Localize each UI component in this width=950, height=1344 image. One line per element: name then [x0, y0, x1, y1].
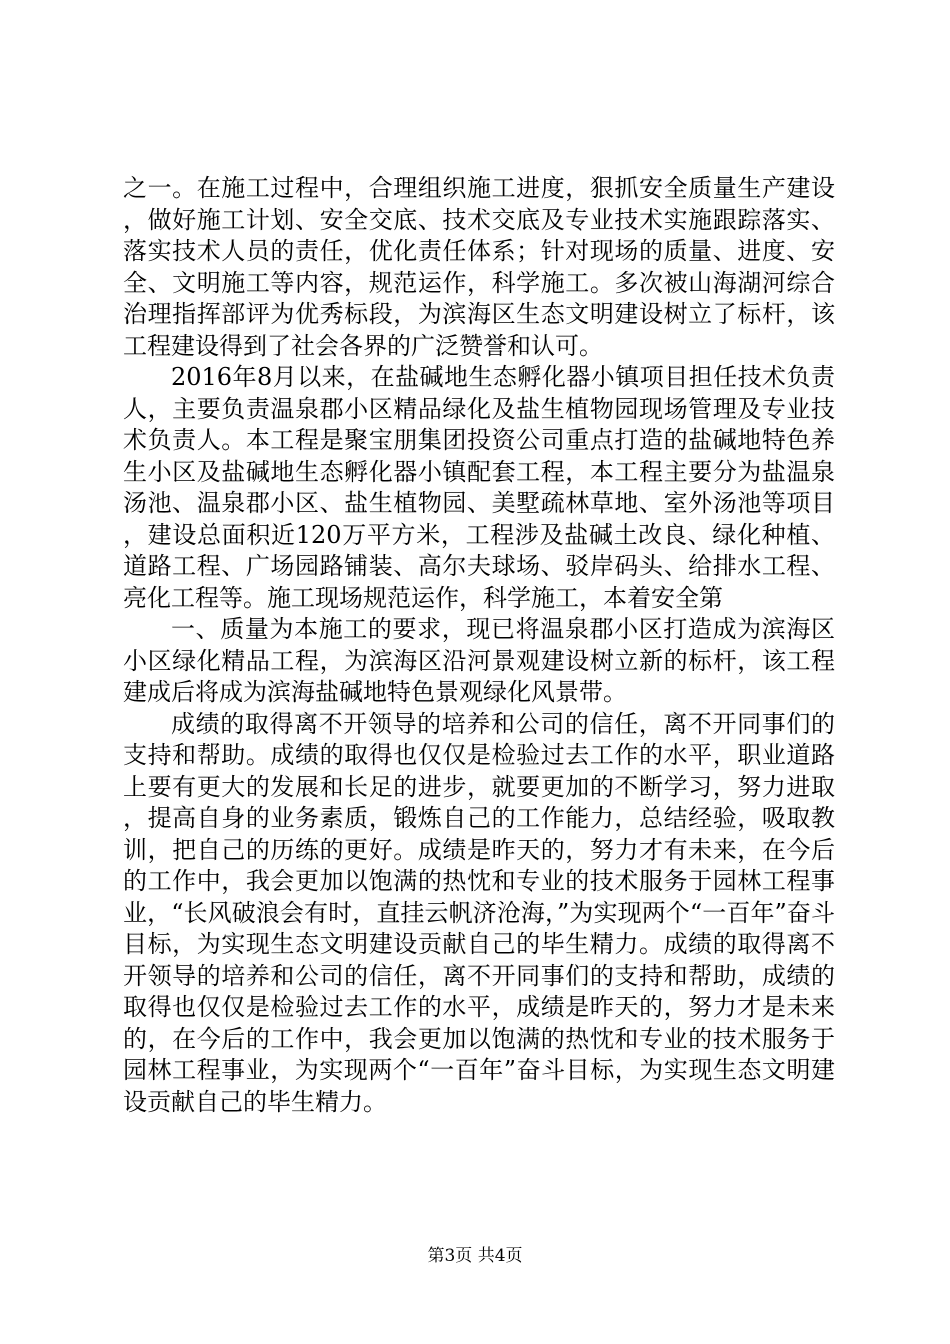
paragraph-continuation: 之一。在施工过程中，合理组织施工进度，狠抓安全质量生产建设，做好施工计划、安全交底、技术交底及专业技术实施跟踪落实、落实技术人员的责任，优化责任体系；针对现场的质量、进度、安全、文明施工等内容，规范运作，科学施工。多次被山海湖河综合治理指挥部评为优秀标段，为滨海区生态文明建设树立了标杆，该工程建设得到了社会各界的广泛赞誉和认可。	[123, 174, 835, 360]
paragraph-quality: 一、质量为本施工的要求，现已将温泉郡小区打造成为滨海区小区绿化精品工程，为滨海区沿河景观建设树立新的标杆，该工程建成后将成为滨海盐碱地特色景观绿化风景带。	[123, 615, 835, 706]
paragraph-achievements: 成绩的取得离不开领导的培养和公司的信任，离不开同事们的支持和帮助。成绩的取得也仅仅是检验过去工作的水平，职业道路上要有更大的发展和长足的进步，就要更加的不断学习，努力进取，提高自身的业务素质，锻炼自己的工作能力，总结经验，吸取教训，把自己的历练的更好。成绩是昨天的，努力才有未来，在今后的工作中，我会更加以饱满的热忱和专业的技术服务于园林工程事业，“长风破浪会有时，直挂云帆济沧海，”为实现两个“一百年”奋斗目标，为实现生态文明建设贡献自己的毕生精力。成绩的取得离不开领导的培养和公司的信任，离不开同事们的支持和帮助，成绩的取得也仅仅是检验过去工作的水平，成绩是昨天的，努力才是未来的，在今后的工作中，我会更加以饱满的热忱和专业的技术服务于园林工程事业，为实现两个“一百年”奋斗目标，为实现生态文明建设贡献自己的毕生精力。	[123, 709, 835, 1116]
document-body	[123, 173, 835, 1118]
paragraph-project-2016: 2016年8月以来，在盐碱地生态孵化器小镇项目担任技术负责人，主要负责温泉郡小区精品绿化及盐生植物园现场管理及专业技术负责人。本工程是聚宝朋集团投资公司重点打造的盐碱地特色养生小区及盐碱地生态孵化器小镇配套工程，本工程主要分为盐温泉汤池、温泉郡小区、盐生植物园、美墅疏林草地、室外汤池等项目，建设总面积近120万平方米，工程涉及盐碱土改良、绿化种植、道路工程、广场园路铺装、高尔夫球场、驳岸码头、给排水工程、亮化工程等。施工现场规范运作，科学施工，本着安全第	[123, 363, 835, 612]
page-footer: 第3页 共4页	[427, 1246, 523, 1266]
